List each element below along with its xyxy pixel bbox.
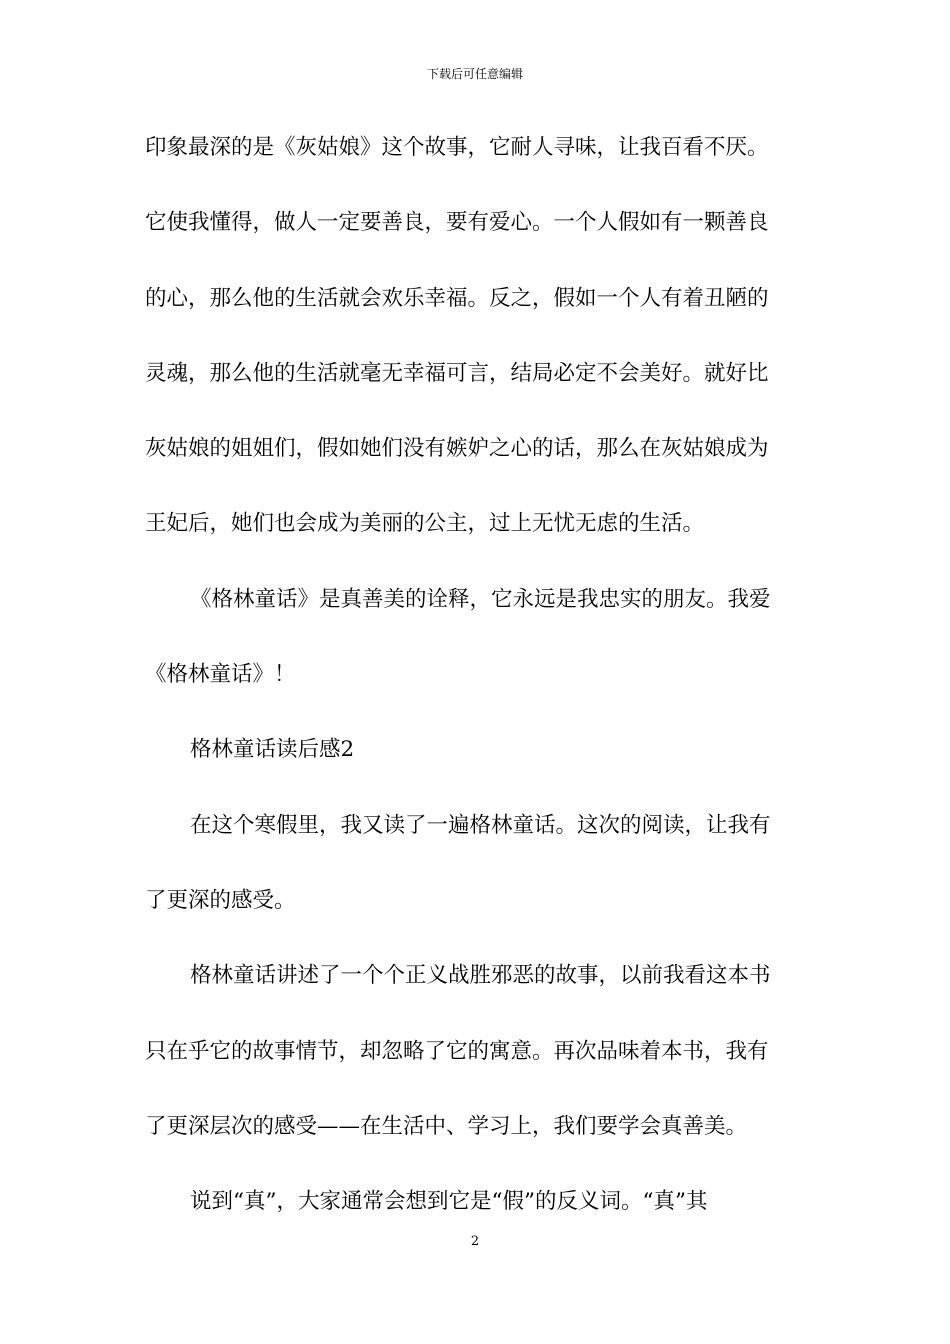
paragraph-start-line: 在这个寒假里，我又读了一遍格林童话。这次的阅读，让我有 <box>190 812 771 838</box>
text-line: 王妃后，她们也会成为美丽的公主，过上无忧无虑的生活。 <box>145 511 705 537</box>
document-body <box>145 128 815 1257</box>
text-line: 了更深层次的感受——在生活中、学习上，我们要学会真善美。 <box>145 1113 748 1139</box>
page-header: 下载后可任意编辑 <box>426 67 523 81</box>
section-heading: 格林童话读后感2 <box>190 737 355 763</box>
text-line: 《格林童话》！ <box>145 662 296 688</box>
text-line: 它使我懂得，做人一定要善良，要有爱心。一个人假如有一颗善良 <box>145 210 769 236</box>
text-line: 灰姑娘的姐姐们，假如她们没有嫉妒之心的话，那么在灰姑娘成为 <box>145 436 769 462</box>
page-number: 2 <box>470 1234 480 1249</box>
text-line: 灵魂，那么他的生活就毫无幸福可言，结局必定不会美好。就好比 <box>145 360 769 386</box>
paragraph-start-line: 格林童话讲述了一个个正义战胜邪恶的故事，以前我看这本书 <box>190 963 771 989</box>
paragraph-start-line: 《格林童话》是真善美的诠释，它永远是我忠实的朋友。我爱 <box>190 586 771 612</box>
text-line: 的心，那么他的生活就会欢乐幸福。反之，假如一个人有着丑陋的 <box>145 285 769 311</box>
text-line: 印象最深的是《灰姑娘》这个故事，它耐人寻味，让我百看不厌。 <box>145 135 769 160</box>
text-line: 了更深的感受。 <box>145 887 296 913</box>
paragraph-start-line: 说到“真”，大家通常会想到它是“假”的反义词。“真”其 <box>190 1189 708 1215</box>
text-line: 只在乎它的故事情节，却忽略了它的寓意。再次品味着本书，我有 <box>145 1038 769 1064</box>
